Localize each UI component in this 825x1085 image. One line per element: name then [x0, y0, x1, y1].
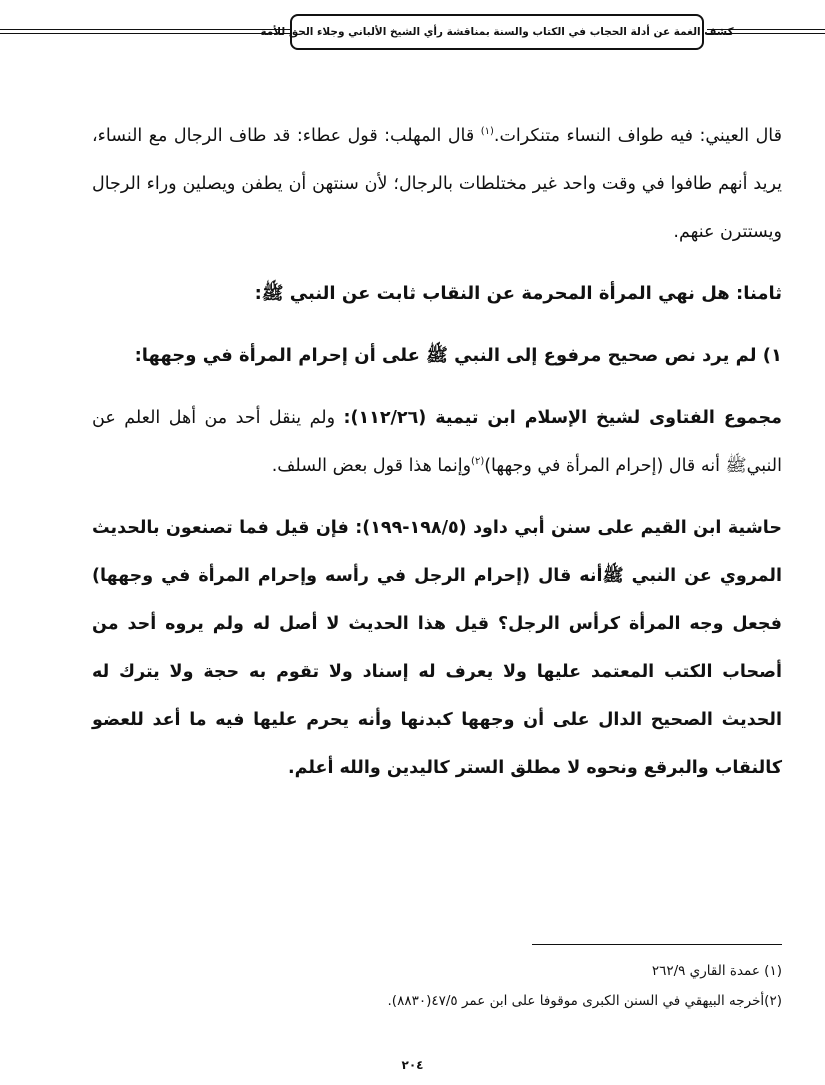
book-title: كشف الغمة عن أدلة الحجاب في الكتاب والسنة بمناقشة رأي الشيخ الألباني وجلاء الحق للأمة: [260, 26, 734, 38]
page-body: [92, 112, 782, 806]
footnote-1: (١) عمدة القاري ٢٦٢/٩: [651, 963, 782, 979]
section-heading-eighth: ثامنا: هل نهي المرأة المحرمة عن النقاب ثابت عن النبي ﷺ:: [254, 283, 782, 304]
footnote-2: (٢)أخرجه البيهقي في السنن الكبرى موقوفا على ابن عمر ٤٧/٥(٨٨٣٠).: [387, 993, 782, 1009]
paragraph-aini-text-a: قال العيني: فيه طواف النساء متنكرات.: [493, 126, 782, 146]
source-fatawa: مجموع الفتاوى لشيخ الإسلام ابن تيمية (١١٢/٢٦):: [343, 408, 782, 428]
footnote-separator: [532, 944, 782, 945]
source-ibn-qayyim: حاشية ابن القيم على سنن أبي داود (١٩٨/٥-١٩٩):: [355, 518, 782, 538]
paragraph-ibn-qayyim-text: فإن قيل فما تصنعون بالحديث المروي عن النبي ﷺأنه قال (إحرام الرجل في رأسه وإحرام المرأة في وجهها) فجعل وجه المرأة كرأس الرجل؟ قيل هذا الحديث لا أصل له ولم يروه أحد من أصحاب الكتب المعتمد عليها ولا يعرف له إسناد ولا تقوم به حجة ولا يترك له الحديث الصحيح الدال على أن وجهها كبدنها وأنه يحرم عليها فيه ما أعد للعضو كالنقاب والبرقع ونحوه لا مطلق الستر كاليدين والله أعلم.: [92, 518, 782, 778]
paragraph-aini-text-b: قال المهلب: قول عطاء: قد طاف الرجال مع النساء، يريد أنهم طافوا في وقت واحد غير مختلطات بالرجال؛ لأن سنتهن أن يطفن ويصلين وراء الرجال ويستترن عنهم.: [92, 126, 782, 242]
subheading-one: ١) لم يرد نص صحيح مرفوع إلى النبي ﷺ على أن إحرام المرأة في وجهها:: [134, 345, 782, 366]
paragraph-ibn-qayyim: [92, 504, 782, 792]
running-header: [260, 14, 734, 50]
footnotes: [92, 956, 782, 1016]
paragraph-fatawa: [92, 394, 782, 490]
footnote-ref-1: (١): [480, 126, 494, 138]
footnote-ref-2: (٢): [471, 456, 485, 468]
page-number: ٢٠٤: [401, 1058, 424, 1072]
header-rule-left: [0, 29, 292, 34]
paragraph-fatawa-text-b: وإنما هذا قول بعض السلف.: [271, 456, 472, 476]
paragraph-aini: [92, 112, 782, 256]
paragraph-fatawa-text-a: ولم ينقل أحد من أهل العلم عن النبيﷺ أنه قال (إحرام المرأة في وجهها): [92, 408, 782, 476]
